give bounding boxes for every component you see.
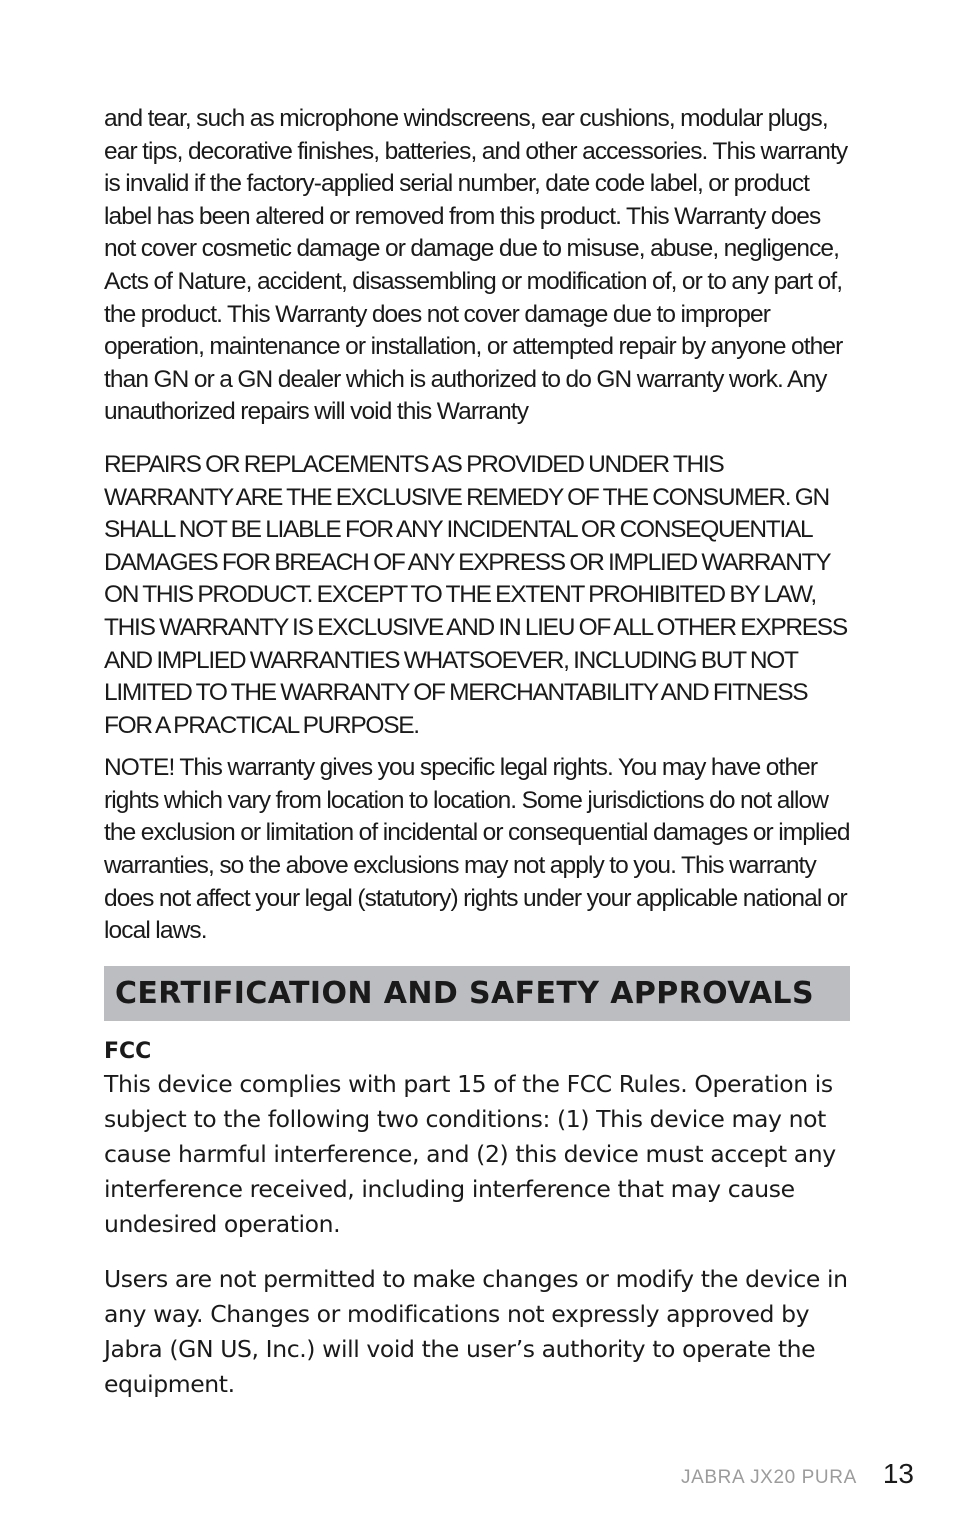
section-heading: CERTIFICATION AND SAFETY APPROVALS bbox=[115, 975, 814, 1011]
page-number: 13 bbox=[882, 1458, 914, 1489]
section-heading-bar bbox=[104, 966, 850, 1021]
fcc-compliance-paragraph: This device complies with part 15 of the FCC Rules. Operation is subject to the following two conditions: (1) This device may not cause harmful interference, and (2) this device must accept any interference received, including interference that may cause undesired operation. bbox=[104, 1069, 836, 1238]
fcc-modification-paragraph: Users are not permitted to make changes or modify the device in any way. Changes or modifications not expressly approved by Jabra (GN US, Inc.) will void the user’s authority to operate the equipment. bbox=[104, 1264, 848, 1398]
page-footer bbox=[681, 1458, 914, 1490]
warranty-exclusions-paragraph: and tear, such as microphone windscreens, ear cushions, modular plugs, ear tips, decorative finishes, batteries, and other accessories. This warranty is invalid if the factory-applied serial number, date code label, or product label has been altered or removed from this product. This Warranty does not cover cosmetic damage or damage due to misuse, abuse, negligence, Acts of Nature, accident, disassembling or modification of, or to any part of, the product. This Warranty does not cover damage due to improper operation, maintenance or installation, or attempted repair by anyone other than GN or a GN dealer which is authorized to do GN warranty work. Any unauthorized repairs will void this Warranty bbox=[104, 105, 848, 426]
fcc-heading: FCC bbox=[104, 1038, 152, 1064]
page-content bbox=[104, 103, 850, 1402]
warranty-note-paragraph: NOTE! This warranty gives you specific legal rights. You may have other rights which vary from location to location. Some jurisdictions do not allow the exclusion or limitation of incidental or consequential damages or implied warranties, so the above exclusions may not apply to you. This warranty does not affect your legal (statutory) rights under your applicable national or local laws. bbox=[104, 754, 850, 945]
footer-product-name: JABRA JX20 PURA bbox=[681, 1467, 857, 1488]
warranty-remedy-paragraph: REPAIRS OR REPLACEMENTS AS PROVIDED UNDER THIS WARRANTY ARE THE EXCLUSIVE REMEDY OF THE CONSUMER. GN SHALL NOT BE LIABLE FOR ANY INCIDENTAL OR CONSEQUENTIAL DAMAGES FOR BREACH OF ANY EXPRESS OR IMPLIED WARRANTY ON THIS PRODUCT. EXCEPT TO THE EXTENT PROHIBITED BY LAW, THIS WARRANTY IS EXCLUSIVE AND IN LIEU OF ALL OTHER EXPRESS AND IMPLIED WARRANTIES WHATSOEVER, INCLUDING BUT NOT LIMITED TO THE WARRANTY OF MERCHANTABILITY AND FITNESS FOR A PRACTICAL PURPOSE. bbox=[104, 450, 847, 739]
